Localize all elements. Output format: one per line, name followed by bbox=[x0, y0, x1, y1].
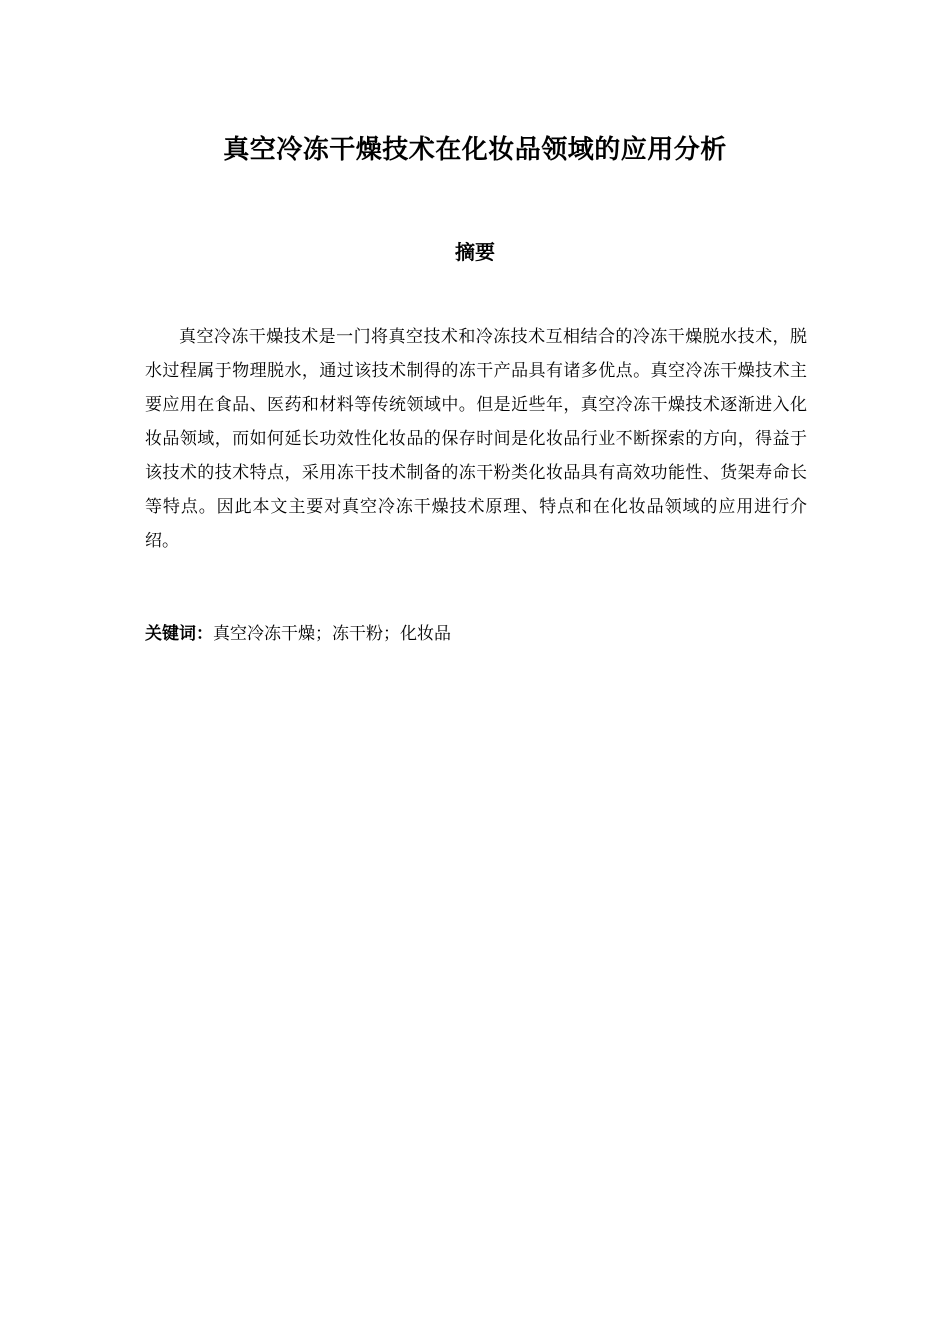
abstract-heading: 摘要 bbox=[455, 240, 495, 264]
keywords-label: 关键词： bbox=[145, 624, 213, 644]
keywords-line bbox=[145, 618, 807, 650]
keywords-text: 真空冷冻干燥；冻干粉；化妆品 bbox=[213, 624, 451, 644]
paper-title: 真空冷冻干燥技术在化妆品领域的应用分析 bbox=[223, 135, 727, 165]
abstract-body: 真空冷冻干燥技术是一门将真空技术和冷冻技术互相结合的冷冻干燥脱水技术，脱水过程属于物理脱水，通过该技术制得的冻干产品具有诸多优点。真空冷冻干燥技术主要应用在食品、医药和材料等传统领域中。但是近些年，真空冷冻干燥技术逐渐进入化妆品领域，而如何延长功效性化妆品的保存时间是化妆品行业不断探索的方向，得益于该技术的技术特点，采用冻干技术制备的冻干粉类化妆品具有高效功能性、货架寿命长等特点。因此本文主要对真空冷冻干燥技术原理、特点和在化妆品领域的应用进行介绍。 bbox=[145, 327, 807, 551]
